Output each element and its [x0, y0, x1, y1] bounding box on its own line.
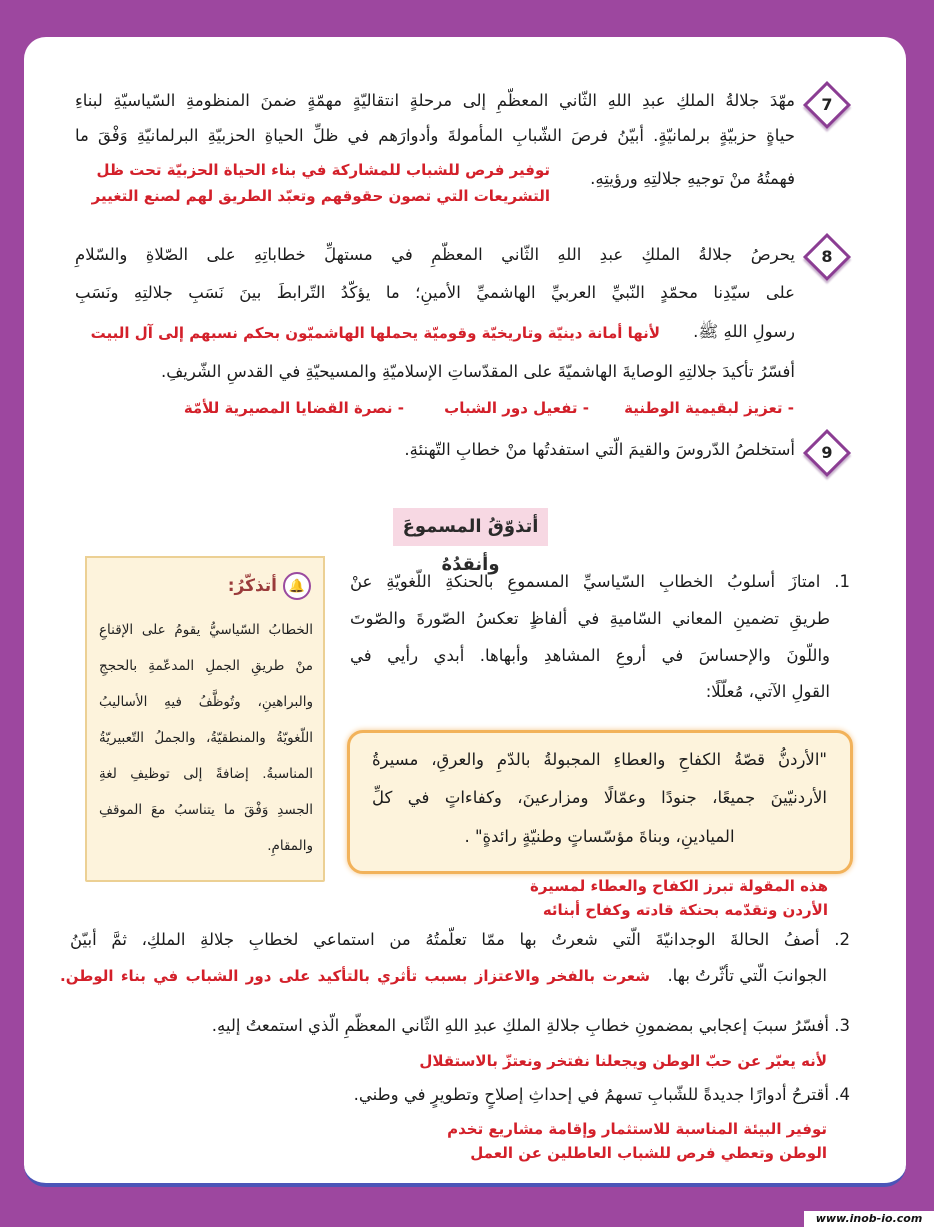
item1-answer-2: الأردن وتقدّمه بحنكة قادته وكفاح أبنائه: [542, 901, 828, 919]
item4-answer-2: الوطن وتعطي فرص للشباب العاطلين عن العمل: [470, 1144, 827, 1162]
question-badge-9: 9: [803, 429, 851, 477]
question-badge-7: 7: [803, 81, 851, 129]
q7-line-1: مهّدَ جلالةُ الملكِ عبدِ اللهِ الثّاني المعظّمِ إلى مرحلةٍ انتقاليّةٍ مهمّةٍ ضمنَ المنظومةِ السّياسيّةِ لبناءِ: [75, 91, 795, 110]
remember-title: 🔔 أتذكّرُ:: [228, 572, 311, 600]
item4-answer-1: توفير البيئة المناسبة للاستثمار وإقامة مشاريع تخدم: [447, 1120, 827, 1138]
q7-answer-2: التشريعات التي تصون حقوقهم وتعبّد الطريق لهم لصنع التغيير: [91, 187, 550, 205]
q7-line-3: فهمتُهُ منْ توجيهِ جلالتِهِ ورؤيتِهِ.: [590, 169, 795, 188]
q8-answer-2a: - تعزيز لبقيمية الوطنية: [624, 399, 794, 417]
q8-answer-1: لأنها أمانة دينيّة وتاريخيّة وقوميّة يحملها الهاشميّون بحكم نسبهم إلى آل البيت: [90, 324, 660, 342]
website-link[interactable]: www.inob-io.com: [804, 1211, 934, 1227]
bell-icon: 🔔: [283, 572, 311, 600]
q8-answer-2c: - نصرة القضايا المصيرية للأمّة: [183, 399, 404, 417]
remember-box: [85, 556, 325, 882]
q7-line-2: حياةٍ حزبيّةٍ برلمانيّةٍ. أبيّنُ فرصَ الشّبابِ المأمولةَ وأدوارَهم في ظلِّ الحياةِ الحزبيّةِ البرلمانيّةِ وَفْقَ ما: [75, 126, 795, 145]
q8-line-3: رسولِ اللهِ ﷺ.: [693, 322, 795, 341]
q8-answer-2b: - تفعيل دور الشباب: [444, 399, 589, 417]
q8-line-1: يحرصُ جلالةُ الملكِ عبدِ اللهِ الثّاني المعظّمِ في مستهلِّ خطاباتِهِ على الصّلاةِ والسّلامِ: [75, 245, 795, 264]
item1-line-3: واللّونَ والإحساسَ في أروعِ المشاهدِ وأبهاها. أبدي رأيي في: [350, 646, 830, 665]
item1-line-1: 1. امتازَ أسلوبُ الخطابِ السّياسيِّ المسموعِ بالحنكةِ اللّغويّةِ عنْ: [350, 572, 850, 591]
remember-line: منْ طريقِ الجملِ المدعّمةِ بالحججِ: [99, 658, 313, 674]
quote-line-2: الأردنيّينَ جميعًا، جنودًا وعمّالًا ومزارعينَ، وكفاءاتٍ في كلِّ: [372, 788, 827, 807]
item2-line-2: الجوانبَ الّتي تأثّرتُ بها.: [667, 966, 827, 985]
q8-line-2: على سيّدِنا محمّدٍ النّبيِّ العربيِّ الهاشميِّ الأمينِ؛ ما يؤكّدُ التّرابطَ بينَ نَسَبِ جلالتِهِ ونَسَبِ: [75, 283, 795, 302]
q7-answer-1: توفير فرص للشباب للمشاركة في بناء الحياة الحزبيّة تحت ظل: [96, 161, 550, 179]
item2-answer: شعرت بالفخر والاعتزاز بسبب تأثري بالتأكيد على دور الشباب في بناء الوطن.: [60, 967, 650, 985]
q9-text: أستخلصُ الدّروسَ والقيمَ الّتي استفدتُها منْ خطابِ التّهنئةِ.: [404, 440, 795, 459]
section-title: أتذوّقُ المسموعَ وأنقدُهُ: [393, 508, 548, 546]
remember-line: والبراهينِ، وتُوظَّفُ فيهِ الأساليبُ: [99, 694, 313, 710]
remember-line: اللّغويّةُ والمنطقيّةُ، والجملُ التّعبيريّةُ: [99, 730, 313, 746]
remember-line: والمقامِ.: [267, 838, 313, 854]
item2-line-1: 2. أصفُ الحالةَ الوجدانيّةَ الّتي شعرتُ بها ممّا تعلّمتُهُ من استماعي لخطابِ جلالةِ الملكِ، ثمَّ أبيّنُ: [70, 930, 850, 949]
item3-answer: لأنه يعبّر عن حبّ الوطن ويجعلنا نفتخر ونعتزّ بالاستقلال: [419, 1052, 827, 1070]
remember-line: الخطابُ السّياسيُّ يقومُ على الإقناعِ: [99, 622, 313, 638]
quote-line-1: "الأردنُّ قصّةُ الكفاحِ والعطاءِ المجبولةُ بالدّمِ والعرقِ، مسيرةُ: [372, 750, 827, 769]
item1-line-4: القولِ الآتي، مُعلّلًا:: [705, 682, 830, 701]
item4-text: 4. أقترحُ أدوارًا جديدةً للشّبابِ تسهمُ في إحداثِ إصلاحٍ وتطويرٍ في وطني.: [353, 1085, 850, 1104]
item1-answer-1: هذه المقولة تبرز الكفاح والعطاء لمسيرة: [530, 877, 828, 895]
item3-text: 3. أفسّرُ سببَ إعجابي بمضمونِ خطابِ جلالةِ الملكِ عبدِ اللهِ الثّاني المعظّمِ الّذي استمعتُ إليهِ.: [211, 1016, 850, 1035]
remember-line: المناسبةُ. إضافةً إلى توظيفِ لغةِ: [99, 766, 313, 782]
quote-line-3: الميادينِ، وبناةَ مؤسّساتٍ وطنيّةٍ رائدةٍ" .: [464, 827, 735, 846]
item1-line-2: طريقِ تضمينِ المعاني السّاميةِ في ألفاظٍ تعكسُ الصّورةَ والصّوتَ: [350, 609, 830, 628]
question-badge-8: 8: [803, 233, 851, 281]
remember-line: الجسدِ وَفْقَ ما يتناسبُ معَ الموقفِ: [99, 802, 313, 818]
q8-line-4: أفسّرُ تأكيدَ جلالتِهِ الوصايةَ الهاشميّةَ على المقدّساتِ الإسلاميّةِ والمسيحيّةِ في القدسِ الشّريفِ.: [160, 362, 795, 381]
